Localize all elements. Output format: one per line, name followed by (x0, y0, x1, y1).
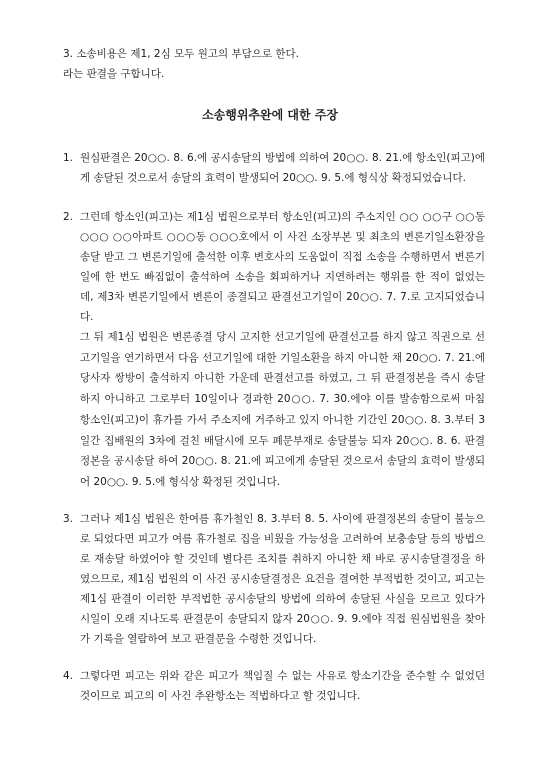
item-number: 2. (63, 211, 74, 223)
item-number: 3. (63, 513, 74, 525)
claim-closing-line: 라는 판결을 구합니다. (63, 68, 165, 80)
item-text: 그러나 제1심 법원은 한여름 휴가철인 8. 3.부터 8. 5. 사이에 판결정본의 송달이 불능으로 되었다면 피고가 여름 휴가철로 집을 비웠을 가능성을 고려하여 보충송달 등의 방법으로 재송달 하였어야 할 것인데 별다른 조치를 취하지 아니한 채 바로 공시송달결정을 하였으므로, 제1심 법원의 이 사건 공시송달결정은 요건을 결여한 부적법한 것이고, 피고는 제1심 판결이 이러한 부적법한 공시송달의 방법에 의하여 송달된 사실을 모르고 있다가 시일이 오래 지나도록 판결문이 송달되지 않자 20○○. 9. 9.에야 직접 원심법원을 찾아가 기록을 열람하여 보고 판결문을 수령한 것입니다. (80, 513, 485, 645)
claim-item-3: 3. 소송비용은 제1, 2심 모두 원고의 부담으로 한다. (63, 48, 299, 60)
section-title: 소송행위추완에 대한 주장 (202, 108, 338, 122)
item-number: 4. (63, 670, 74, 682)
item-text: 원심판결은 20○○. 8. 6.에 공시송달의 방법에 의하여 20○○. 8. 21.에 항소인(피고)에게 송달된 것으로서 송달의 효력이 발생되어 20○○. 9. 5.에 형식상 확정되었습니다. (80, 152, 485, 184)
item-continuation-text: 그 뒤 제1심 법원은 변론종결 당시 고지한 선고기일에 판결선고를 하지 않고 직권으로 선고기일을 연기하면서 다음 선고기일에 대한 기일소환을 하지 아니한 채 20○○. 7. 21.에 당사자 쌍방이 출석하지 아니한 가운데 판결선고를 하였고, 그 뒤 판결정본을 즉시 송달하지 아니하고 그로부터 10일이나 경과한 20○○. 7. 30.에야 이를 발송함으로써 마침 항소인(피고)이 휴가를 가서 주소지에 거주하고 있지 아니한 기간인 20○○. 8. 3.부터 3일간 집배원의 3차에 걸친 배달시에 모두 폐문부재로 송달불능 되자 20○○. 8. 6. 판결정본을 공시송달 하여 20○○. 8. 21.에 피고에게 송달된 것으로서 송달의 효력이 발생되어 20○○. 9. 5.에 형식상 확정된 것입니다. (80, 331, 485, 488)
item-text: 그렇다면 피고는 위와 같은 피고가 책임질 수 없는 사유로 항소기간을 준수할 수 없었던 것이므로 피고의 이 사건 추완항소는 적법하다고 할 것입니다. (80, 670, 485, 702)
item-number: 1. (63, 152, 74, 164)
item-text: 그런데 항소인(피고)는 제1심 법원으로부터 항소인(피고)의 주소지인 ○○ ○○구 ○○동 ○○○ ○○아파트 ○○○동 ○○○호에서 이 사건 소장부본 및 최초의 변론기일소환장을 송달 받고 그 변론기일에 출석한 이후 변호사의 도움없이 직접 소송을 수행하면서 변론기일에 한 번도 빠짐없이 출석하여 소송을 회피하거나 지연하려는 행위를 한 적이 없었는데, 제3차 변론기일에서 변론이 종결되고 판결선고기일이 20○○. 7. 7.로 고지되었습니다. (80, 211, 485, 323)
